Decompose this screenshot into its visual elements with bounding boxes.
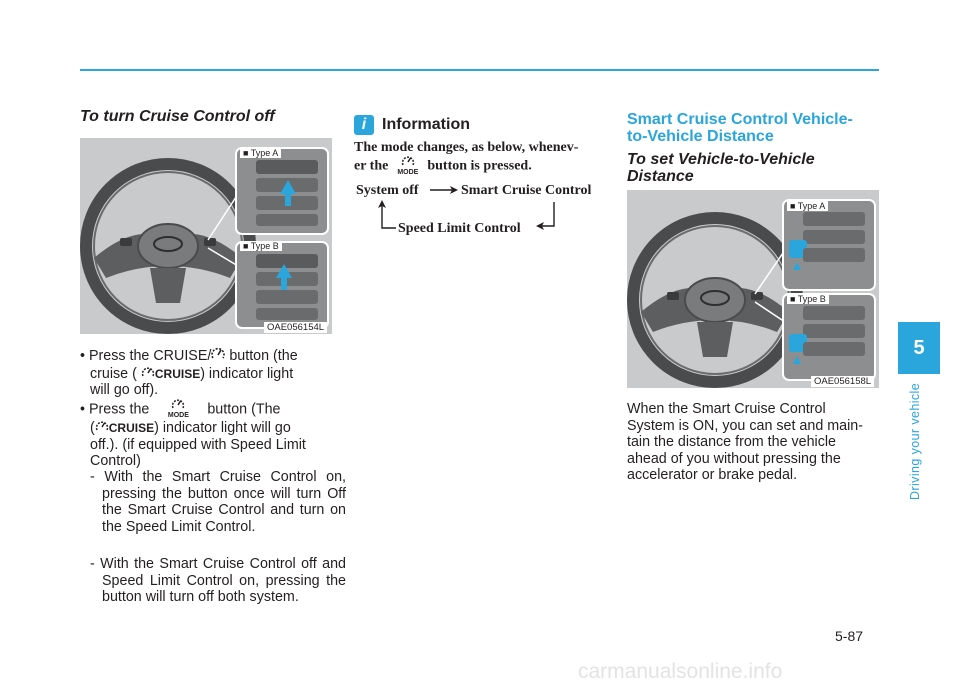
type-a-label: ■ Type A — [240, 148, 281, 158]
section-title: Driving your vehicle — [908, 382, 922, 500]
figure-code: OAE056158L — [811, 376, 874, 387]
cruise-icon — [211, 347, 225, 366]
left-heading: To turn Cruise Control off — [80, 108, 275, 125]
right-body-text: When the Smart Cruise Control System is ON, you can set and main- tain the distance from the vehicle ahead of you without pressing the accelerator or brake pedal. — [627, 401, 863, 484]
steering-wheel-figure-right — [627, 190, 879, 388]
info-title: Information — [382, 116, 470, 133]
steering-wheel-illustration — [80, 138, 332, 334]
flow-system-off: System off — [356, 183, 419, 198]
flow-arrows — [354, 180, 610, 240]
bullet-dot: • — [80, 401, 89, 418]
steering-wheel-illustration — [627, 190, 879, 388]
steering-wheel-figure-left — [80, 138, 332, 334]
mode-button-icon: MODE — [159, 399, 197, 420]
info-text-line2: er the MODE button is pressed. — [354, 156, 606, 177]
type-b-label: ■ Type B — [240, 241, 282, 251]
header-rule — [80, 69, 879, 71]
bullet-1: • Press the CRUISE/ button (the cruise ( CRUISE) indicator light will go off). — [80, 348, 298, 399]
figure-code: OAE056154L — [264, 322, 327, 333]
right-heading-1: Smart Cruise Control Vehicle- to-Vehicle Distance — [627, 111, 853, 145]
section-number-tab: 5 — [898, 322, 940, 374]
type-b-label: ■ Type B — [787, 294, 829, 304]
info-icon: i — [354, 115, 374, 135]
info-text-line1: The mode changes, as below, whenev- — [354, 140, 579, 155]
mode-button-icon: MODE — [394, 156, 422, 177]
bullet-dot: • — [80, 348, 89, 365]
bullet-2: • Press the MODE button (The ( CRUISE) indicator light will go off.). (if equipped with Speed Limit Control) — [80, 399, 334, 470]
flow-smart-cruise: Smart Cruise Control — [461, 183, 592, 198]
right-heading-2: To set Vehicle-to-Vehicle Distance — [627, 151, 815, 185]
watermark: carmanualsonline.info — [578, 660, 783, 683]
sub-item-2: - With the Smart Cruise Control off and Speed Limit Control on, pressing the button will turn off both system. — [90, 556, 346, 606]
sub-item-1: - With the Smart Cruise Control on, pressing the button once will turn Off the Smart Cruise Control and turn on the Speed Limit Control. — [90, 469, 346, 535]
cruise-indicator-icon — [95, 420, 109, 437]
cruise-indicator-icon — [141, 366, 155, 383]
flow-speed-limit: Speed Limit Control — [398, 221, 521, 236]
type-a-label: ■ Type A — [787, 201, 828, 211]
page-number: 5-87 — [835, 628, 864, 644]
